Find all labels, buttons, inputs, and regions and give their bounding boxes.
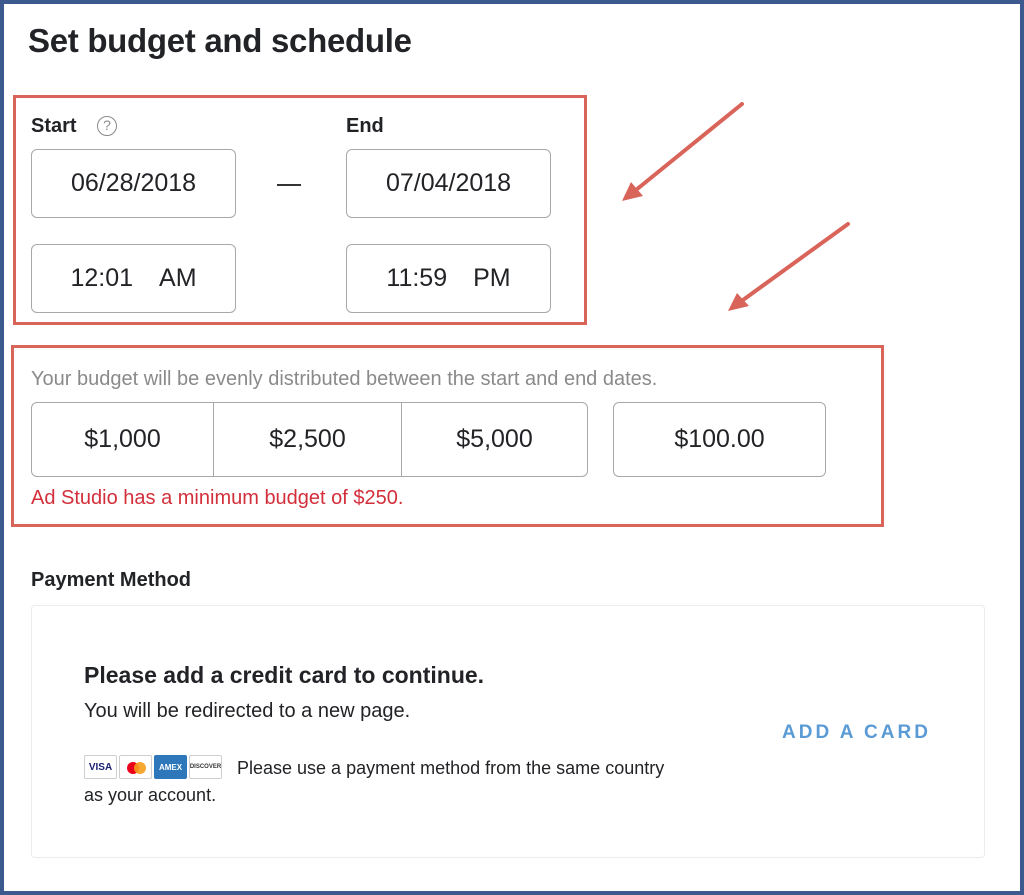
start-label: Start: [31, 115, 77, 137]
budget-option-1000[interactable]: $1,000: [84, 425, 161, 453]
question-circle-icon[interactable]: ?: [97, 116, 117, 136]
end-date-value: 07/04/2018: [385, 169, 512, 197]
start-date-value: 06/28/2018: [70, 169, 197, 197]
budget-option-5000[interactable]: $5,000: [401, 403, 587, 476]
budget-option-2500[interactable]: $2,500: [213, 403, 401, 476]
card-prompt-subtitle: You will be redirected to a new page.: [84, 700, 411, 722]
visa-logo-icon: VISA: [84, 755, 117, 779]
budget-error-message: Ad Studio has a minimum budget of $250.: [31, 487, 404, 509]
payment-country-notice: Please use a payment method from the same country: [237, 758, 665, 778]
mastercard-logo-icon: [119, 755, 152, 779]
end-time-value: 11:59: [386, 264, 448, 292]
add-card-button[interactable]: ADD A CARD: [782, 722, 931, 743]
card-prompt-title: Please add a credit card to continue.: [84, 662, 485, 688]
discover-logo-icon: DISCOVER: [189, 755, 222, 779]
card-logos: [84, 755, 222, 779]
payment-method-label: Payment Method: [31, 569, 192, 591]
page-title: Set budget and schedule: [28, 22, 412, 59]
start-time-value: 12:01: [70, 264, 134, 292]
annotation-arrow-budget: [743, 224, 848, 300]
end-label: End: [346, 115, 384, 137]
start-time-meridiem[interactable]: AM: [159, 264, 197, 292]
budget-hint: Your budget will be evenly distributed between the start and end dates.: [31, 368, 658, 390]
custom-budget-value: $100.00: [674, 425, 765, 453]
amex-logo-icon: AMEX: [154, 755, 187, 779]
payment-country-notice-cont: as your account.: [84, 785, 217, 805]
end-time-meridiem[interactable]: PM: [473, 264, 511, 292]
annotation-arrow-schedule: [636, 104, 742, 190]
